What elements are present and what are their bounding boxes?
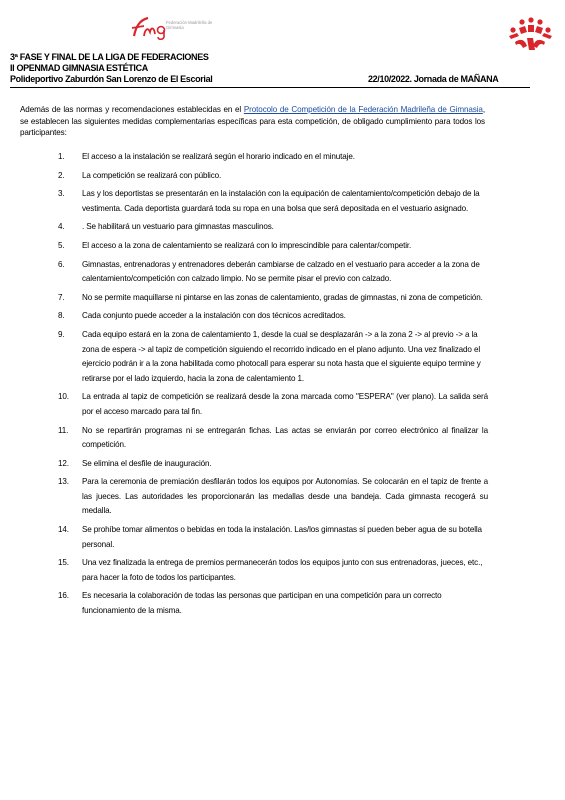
rule-text: La entrada al tapiz de competición se realizará desde la zona marcada como "ESPERA" (ver plano). La salida será por el acceso marcado para tal fin. <box>82 392 488 416</box>
rule-text: Es necesaria la colaboración de todas las personas que participan en una competición para un correcto funcionamiento de la misma. <box>82 591 442 616</box>
rule-item <box>58 589 488 618</box>
rule-text: Se prohíbe tomar alimentos o bebidas en toda la instalación. Las/los gimnastas sí pueden beber agua de su botella personal. <box>82 525 482 549</box>
competition-subtitle: II OPENMAD GIMNASIA ESTÉTICA <box>10 63 148 74</box>
rule-text: Cada equipo estará en la zona de calentamiento 1, desde la cual se desplazarán -> a la zona 2 -> al previo -> a la zona de espera -> al tapiz de competición siguiendo el recorrido indicado en el plano adjunto. Una vez finalizado el ejercicio podrán ir a la zona habilitada como photocall para esperar su nota hasta que el siguiente equipo termine y retirarse por el lado izquierdo, hacia la zona de calentamiento 1. <box>82 329 481 383</box>
rule-text: Gimnastas, entrenadoras y entrenadores deberán cambiarse de calzado en el vestuario para acceder a la zona de calentamiento/competición con calzado limpio. No se permite pisar el previo con calzado. <box>82 259 480 284</box>
rule-item <box>58 523 488 552</box>
rule-item <box>58 291 488 306</box>
rule-text: El acceso a la zona de calentamiento se realizará con lo imprescindible para calentar/competir. <box>82 240 412 250</box>
rule-number: 7. <box>58 292 65 302</box>
rule-item <box>58 239 488 254</box>
rule-number: 15. <box>58 558 69 568</box>
rule-text: Cada conjunto puede acceder a la instalación con dos técnicos acreditados. <box>82 311 346 321</box>
rule-number: 14. <box>58 525 69 535</box>
rule-item <box>58 424 488 453</box>
rule-item <box>58 309 488 324</box>
rule-number: 9. <box>58 329 65 339</box>
spain-gymnastics-logo-icon <box>507 16 553 54</box>
rule-item <box>58 258 488 287</box>
rule-item <box>58 187 488 216</box>
venue-label: Polideportivo Zaburdón San Lorenzo de El Escorial <box>10 74 213 85</box>
rule-number: 8. <box>58 311 65 321</box>
fmg-logo-text: Federación Madrileña de Gimnasia <box>166 20 213 30</box>
rule-number: 12. <box>58 458 69 468</box>
rule-number: 13. <box>58 477 69 487</box>
rule-item <box>58 169 488 184</box>
rules-list <box>58 150 488 623</box>
rule-number: 2. <box>58 170 65 180</box>
rule-number: 3. <box>58 189 65 199</box>
rule-text: La competición se realizará con público. <box>82 170 222 180</box>
rule-number: 6. <box>58 259 65 269</box>
rule-number: 5. <box>58 240 65 250</box>
intro-text-end: , se establecen las siguientes medidas complementarias específicas para esta competición, de obligado cumplimiento para todos los participantes: <box>20 105 485 138</box>
rule-item <box>58 556 488 585</box>
rule-number: 1. <box>58 152 65 161</box>
rule-item <box>58 390 488 419</box>
rule-item <box>58 220 488 235</box>
rule-text: No se permite maquillarse ni pintarse en las zonas de calentamiento, gradas de gimnastas, ni zona de competición. <box>82 292 483 302</box>
intro-paragraph <box>20 104 485 139</box>
rule-item <box>58 150 488 165</box>
rule-number: 11. <box>58 425 69 435</box>
header-divider <box>10 87 530 88</box>
rule-text: El acceso a la instalación se realizará según el horario indicado en el minutaje. <box>82 152 355 161</box>
rule-text: Una vez finalizada la entrega de premios permanecerán todos los equipos junto con sus entrenadoras, jueces, etc., para hacer la foto de todos los participantes. <box>82 558 483 582</box>
rule-text: Las y los deportistas se presentarán en la instalación con la equipación de calentamiento/competición debajo de la vestimenta. Cada deportista guardará toda su ropa en una bolsa que será depositada en el vestuario asignado. <box>82 189 480 213</box>
rule-number: 10. <box>58 392 69 402</box>
rule-item <box>58 328 488 386</box>
document-header <box>10 52 530 86</box>
rule-text: . Se habilitará un vestuario para gimnastas masculinos. <box>82 222 274 232</box>
protocol-link[interactable]: Protocolo de Competición de la Federación Madrileña de Gimnasia <box>243 105 483 114</box>
rule-item <box>58 475 488 519</box>
rule-text: Se elimina el desfile de inauguración. <box>82 458 212 468</box>
date-label: 22/10/2022. Jornada de MAÑANA <box>368 74 499 85</box>
rule-number: 16. <box>58 591 69 601</box>
competition-title: 3ª FASE Y FINAL DE LA LIGA DE FEDERACIONES <box>10 52 209 62</box>
rule-text: Para la ceremonia de premiación desfilarán todos los equipos por Autonomías. Se colocarán en el tapiz de frente a las jueces. Las autoridades les proporcionarán las medallas desde una bandeja. Cada gimnasta recogerá su medalla. <box>82 477 488 516</box>
intro-text-start: Además de las normas y recomendaciones establecidas en el <box>20 105 244 114</box>
fmg-logo-icon <box>128 14 223 40</box>
rule-text: No se repartirán programas ni se entregarán fichas. Las actas se enviarán por correo electrónico al finalizar la competición. <box>82 425 488 450</box>
rule-number: 4. <box>58 222 65 232</box>
rule-item <box>58 457 488 472</box>
